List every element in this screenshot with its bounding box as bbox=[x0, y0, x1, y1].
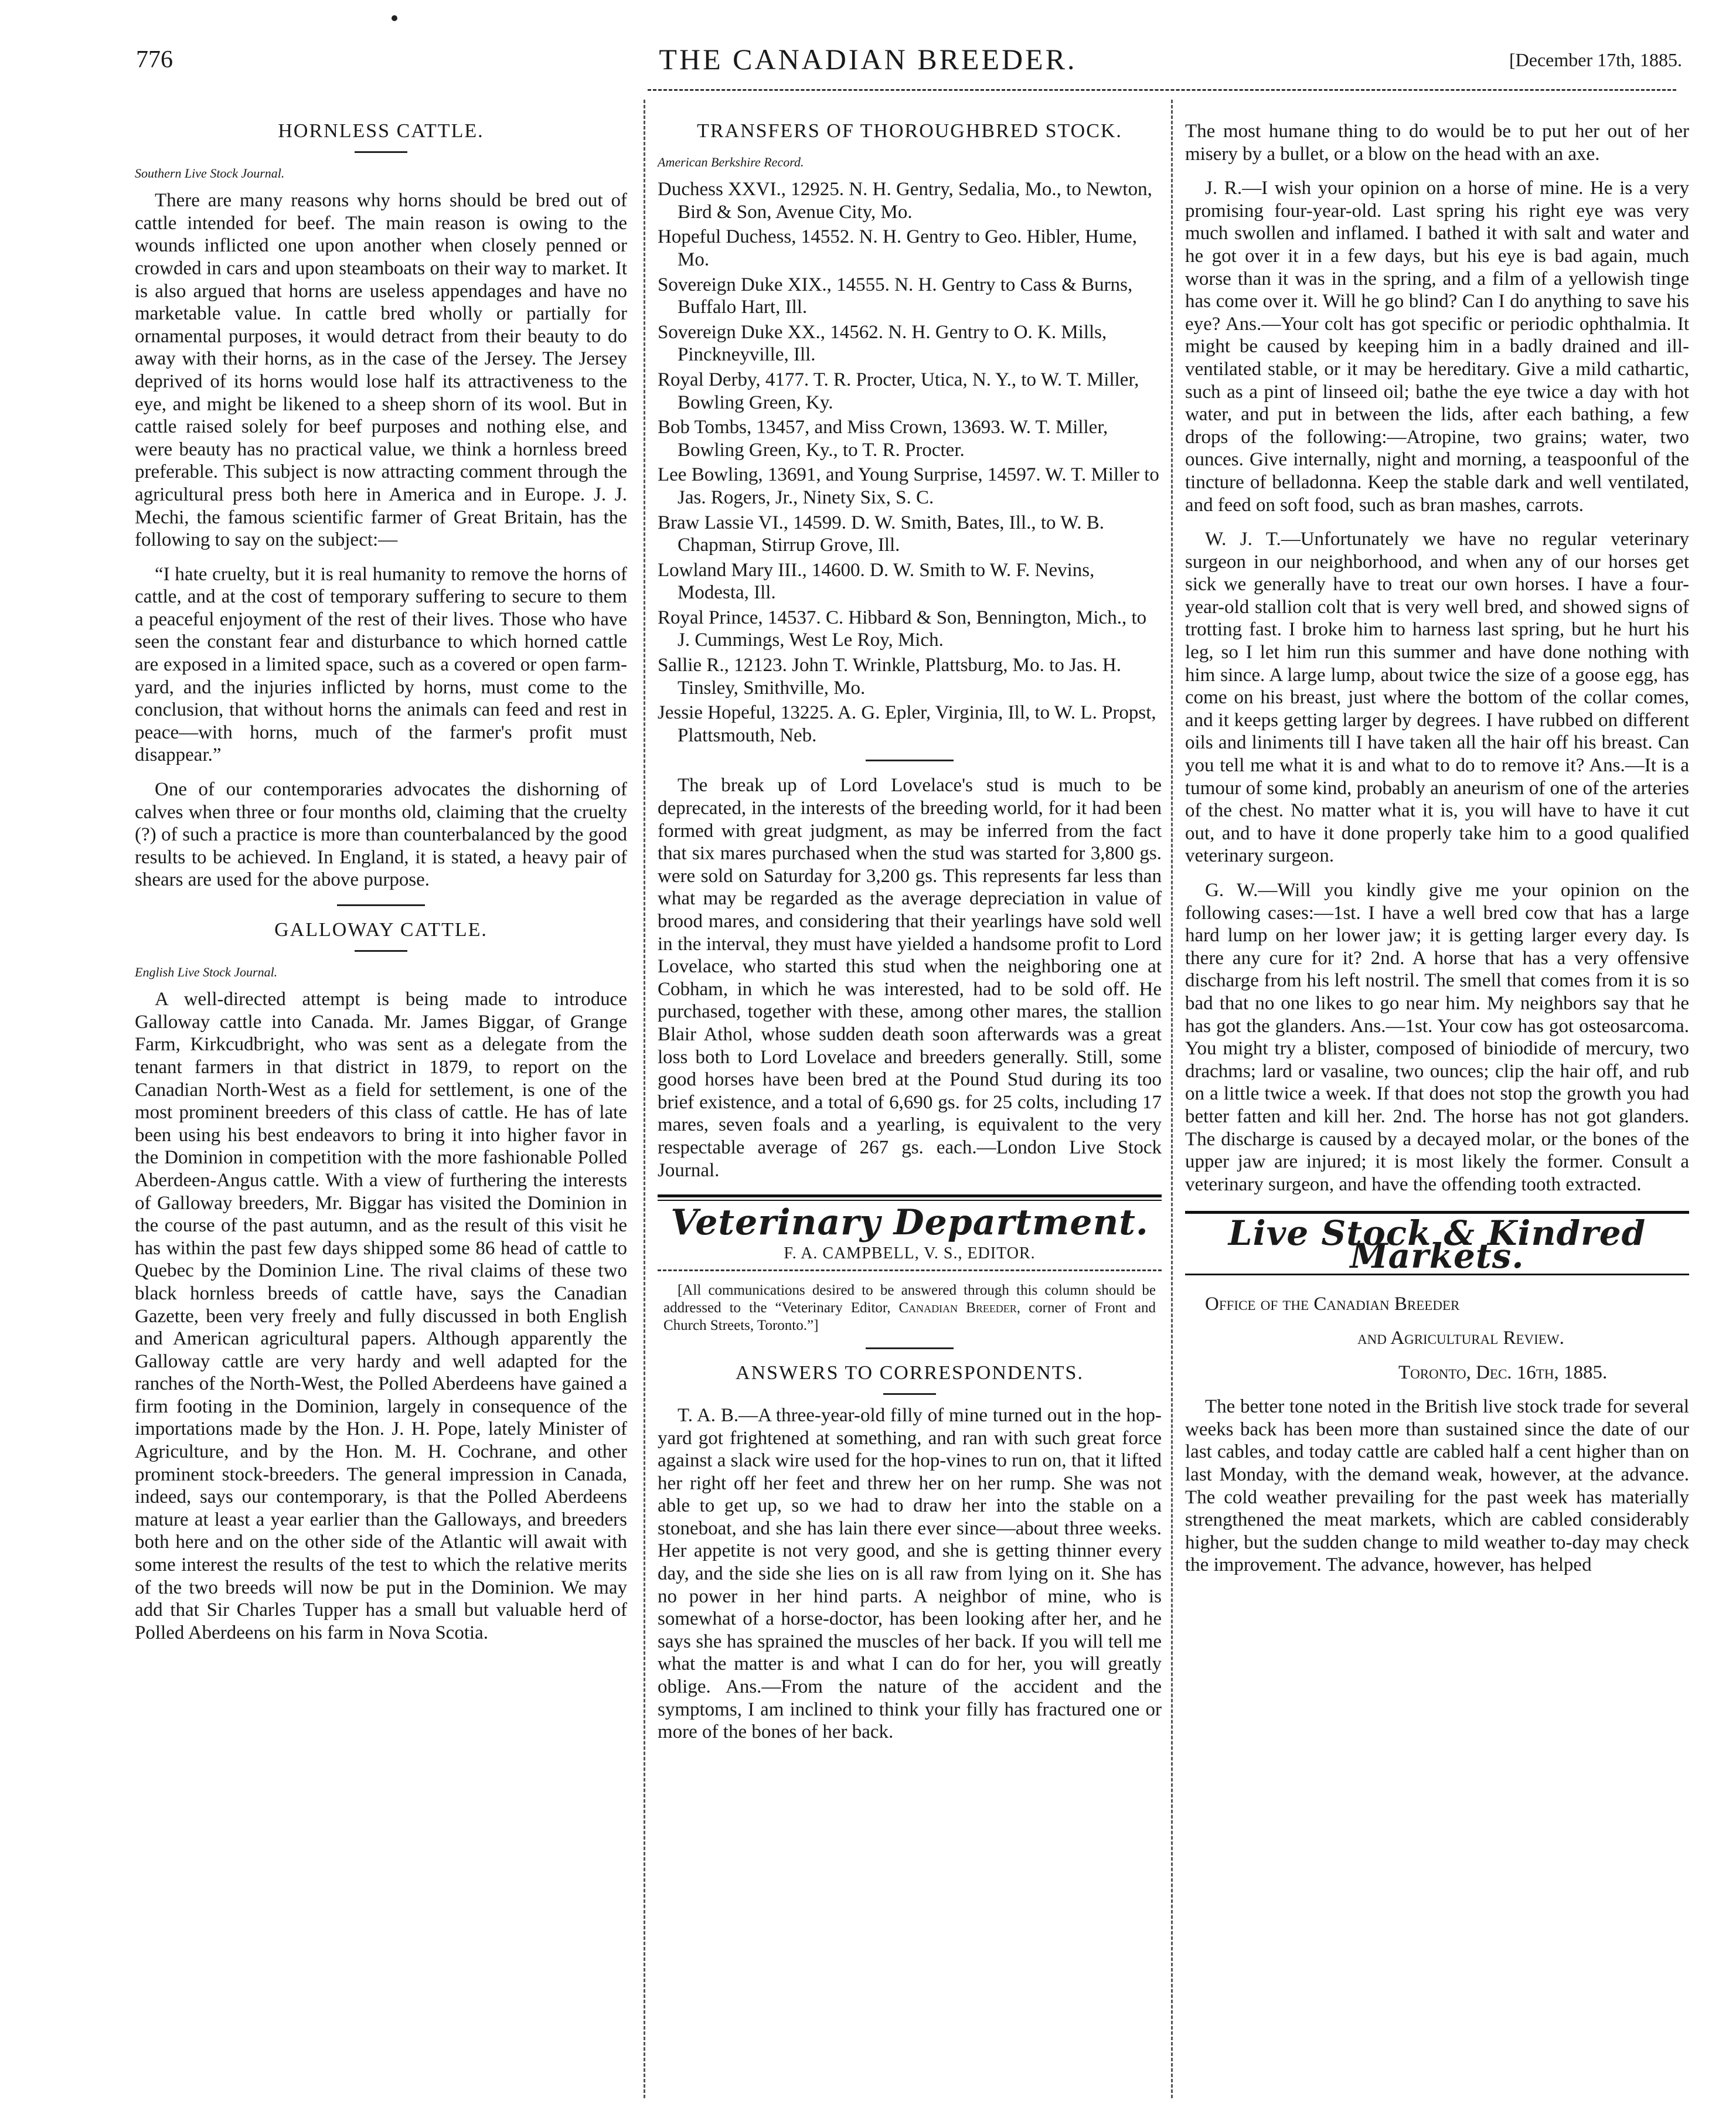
note-text: [All communications desired to be answered through this column should be addressed to the “Veterinary Editor, bbox=[663, 1282, 1156, 1316]
column-1 bbox=[135, 120, 627, 1656]
transfer-item: Duchess XXVI., 12925. N. H. Gentry, Sedalia, Mo., to Newton, Bird & Son, Avenue City, Mo. bbox=[658, 179, 1152, 223]
transfer-item: Sovereign Duke XX., 14562. N. H. Gentry to O. K. Mills, Pinckneyville, Ill. bbox=[658, 321, 1107, 366]
transfer-item: Braw Lassie VI., 14599. D. W. Smith, Bates, Ill., to W. B. Chapman, Stirrup Grove, Ill. bbox=[658, 512, 1105, 556]
answer-continued: The most humane thing to do would be to put her out of her misery by a bullet, or a blow on the head with an axe. bbox=[1185, 121, 1689, 165]
column-2 bbox=[658, 120, 1162, 1755]
answer-paragraph: G. W.—Will you kindly give me your opinion on the following cases:—1st. I have a well bred cow that has a large hard lump on her lower jaw; it is getting larger every day. Is there any cure for it? 2nd. A horse that has a very offensive discharge from his left nostril. The smell that comes from it is so bad that no one likes to go near him. My neighbors say that he has got the glanders. Ans.—1st. Your cow has got osteosarcoma. You might try a blister, composed of biniodide of mercury, two drachms; lard or vasaline, two ounces; clip the hair off, and rub on a little twice a week. If that does not stop the growth you had better fatten and kill her. 2nd. The horse has not got glanders. The discharge is caused by a decayed molar, or the bones of the upper jaw are injured; it is most likely the former. Consult a veterinary surgeon, and have the offending tooth extracted. bbox=[1185, 880, 1689, 1195]
note-text: corner of Front and Church Streets, Toronto.”] bbox=[663, 1300, 1156, 1334]
transfer-item: Sovereign Duke XIX., 14555. N. H. Gentry to Cass & Burns, Buffalo Hart, Ill. bbox=[658, 274, 1133, 318]
thick-rule bbox=[658, 1194, 1162, 1197]
short-rule bbox=[883, 1393, 936, 1395]
section-rule bbox=[337, 904, 425, 906]
transfer-item: Bob Tombs, 13457, and Miss Crown, 13693. W. T. Miller, Bowling Green, Ky., to T. R. Procter. bbox=[658, 417, 1108, 461]
thin-rule bbox=[658, 1200, 1162, 1201]
veterinary-department-title: Veterinary Department. bbox=[670, 1202, 1149, 1244]
hornless-cattle-title: HORNLESS CATTLE. bbox=[278, 120, 484, 142]
transfer-item: Royal Derby, 4177. T. R. Procter, Utica, N. Y., to W. T. Miller, Bowling Green, Ky. bbox=[658, 369, 1139, 413]
lovelace-paragraph: The break up of Lord Lovelace's stud is much to be deprecated, in the interests of the breeding world, for it had been formed with great judgment, as may be inferred from the fact that six mares purchased when the stud was started for 3,800 gs. were sold on Saturday for 3,200 gs. This represents far less than what may be regarded as the average depreciation in value of brood mares, and considering that their yearlings have sold well in the interval, they must have yielded a handsome profit to Lord Lovelace, who started this stud when the neighboring one at Cobham, in which he was interested, had to be sold off. He purchased, together with these, among other mares, the stallion Blair Athol, whose sudden death soon afterwards was a great loss both to Lord Lovelace and breeders generally. Still, some good horses have been bred at the Pound Stud during its too brief existence, and a total of 6,690 gs. for 25 colts, including 17 mares, seven foals and a yearling, is equivalent to the very respectable average of 267 gs. each.—London Live Stock Journal. bbox=[658, 775, 1162, 1181]
transfers-title: TRANSFERS OF THOROUGHBRED STOCK. bbox=[697, 120, 1122, 142]
transfer-item: Lee Bowling, 13691, and Young Surprise, 14597. W. T. Miller to Jas. Rogers, Jr., Ninety Six, S. C. bbox=[658, 464, 1159, 508]
ink-speck bbox=[392, 15, 397, 21]
markets-paragraph: The better tone noted in the British live stock trade for several weeks back has been more than sustained since the date of our last cables, and today cattle are cabled half a cent higher than on last Monday, with the demand weak, however, at the advance. The cold weather prevailing for the past week has materially strengthened the meat markets, which are cabled considerably higher, but the sudden change to mild weather to-day may check the improvement. The advance, however, has helped bbox=[1185, 1396, 1689, 1576]
column-rule bbox=[1171, 100, 1173, 2098]
office-line: and Agricultural Review. bbox=[1357, 1328, 1564, 1349]
paragraph: One of our contemporaries advocates the dishorning of calves when three or four months old, claiming that the cruelty (?) of such a practice is more than counterbalanced by the good results to be achieved. In England, it is stated, a heavy pair of shears are used for the above purpose. bbox=[135, 779, 627, 891]
article-source: English Live Stock Journal. bbox=[135, 964, 278, 979]
dashed-rule bbox=[658, 1269, 1162, 1271]
answers-title: ANSWERS TO CORRESPONDENTS. bbox=[736, 1362, 1084, 1384]
quote-paragraph: “I hate cruelty, but it is real humanity to remove the horns of cattle, and at the cost of temporary suffering to secure to them a peaceful enjoyment of the rest of their lives. Those who have seen the constant fear and disturbance to which horned cattle are exposed in a limited space, such as a covered or open farm-yard, and the injuries inflicted by horns, must come to the conclusion, that without horns the animals can feed and rest in peace—with horns, much of the farmer's profit must disappear.” bbox=[135, 563, 627, 766]
transfer-item: Sallie R., 12123. John T. Wrinkle, Plattsburg, Mo. to Jas. H. Tinsley, Smithville, Mo. bbox=[658, 655, 1121, 699]
editor-line: F. A. CAMPBELL, V. S., EDITOR. bbox=[784, 1244, 1036, 1262]
transfer-list bbox=[658, 178, 1162, 747]
masthead: THE CANADIAN BREEDER. bbox=[659, 43, 1077, 76]
section-rule bbox=[866, 760, 954, 761]
section-rule bbox=[866, 1347, 954, 1349]
transfer-item: Royal Prince, 14537. C. Hibbard & Son, Bennington, Mich., to J. Cummings, West Le Roy, Mich. bbox=[658, 607, 1147, 651]
dateline: Toronto, Dec. 16th, 1885. bbox=[1398, 1361, 1608, 1383]
communications-note bbox=[663, 1282, 1156, 1335]
column-3 bbox=[1185, 120, 1689, 1588]
transfer-item: Hopeful Duchess, 14552. N. H. Gentry to Geo. Hibler, Hume, Mo. bbox=[658, 226, 1138, 270]
markets-title: Live Stock & Kindred Markets. bbox=[1228, 1213, 1646, 1276]
markets-banner bbox=[1185, 1211, 1689, 1275]
article-source: Southern Live Stock Journal. bbox=[135, 165, 285, 181]
answer-paragraph: J. R.—I wish your opinion on a horse of mine. He is a very promising four-year-old. Last spring his right eye was very much swollen and inflamed. I bathed it with salt and water and he got over it in a few days, but his eye is bad again, much worse than it was in the spring, and a film of a yellowish tinge has come over it. Will he go blind? Can I do anything to save his eye? Ans.—Your colt has got specific or periodic ophthalmia. It might be caused by keeping him in a badly drained and ill-ventilated stable, or it may be hereditary. Give a mild cathartic, such as a pint of linseed oil; bathe the eye twice a day with hot water, and put in between the lids, after each bathing, a few drops of the following:—Atropine, two grains; water, two ounces. Give internally, night and morning, a teaspoonful of the tincture of belladonna. Keep the stable dark and well ventilated, and feed on soft food, such as bran mashes, carrots. bbox=[1185, 178, 1689, 516]
answer-paragraph: T. A. B.—A three-year-old filly of mine turned out in the hop-yard got frightened at something, and ran with such great force against a slack wire used for the hop-vines to run on, that it lifted her right off her feet and threw her on her rump. She was not able to get up, so we had to draw her into the stable on a stoneboat, and she has lain there ever since—about three weeks. Her appetite is not very good, and she is getting thinner every day, and the side she lies on is all raw from lying on it. She has no power in her hind parts. A neighbor of mine, who is somewhat of a horse-doctor, has been looking after her, and he says she has sprained the muscles of her back. If you will tell me what the matter is and what I can do for her, you will greatly oblige. Ans.—From the nature of the accident and the symptoms, I am inclined to think your filly has fractured one or more of the bones of her back. bbox=[658, 1404, 1162, 1743]
short-rule bbox=[355, 950, 407, 952]
header-rule bbox=[648, 89, 1676, 93]
note-text: Canadian Breeder, bbox=[898, 1300, 1021, 1316]
issue-date: [December 17th, 1885. bbox=[1509, 49, 1682, 70]
transfer-item: Jessie Hopeful, 13225. A. G. Epler, Virginia, Ill, to W. L. Propst, Plattsmouth, Neb. bbox=[658, 702, 1156, 746]
short-rule bbox=[355, 151, 407, 153]
transfer-item: Lowland Mary III., 14600. D. W. Smith to W. F. Nevins, Modesta, Ill. bbox=[658, 559, 1095, 604]
column-rule bbox=[644, 100, 645, 2098]
page-number: 776 bbox=[136, 46, 173, 73]
answer-paragraph: W. J. T.—Unfortunately we have no regular veterinary surgeon in our neighborhood, and when any of our horses get sick we generally have to treat our own horses. I have a four-year-old stallion colt that is very well bred, and showed signs of trotting fast. I broke him to harness last spring, but he hurt his leg, so I let him run this summer and have done nothing with him since. A large lump, about twice the size of a goose egg, has come on his breast, just where the bottom of the collar comes, and it keeps getting larger by degrees. I have rubbed on different oils and liniments till I have taken all the hair off his breast. Can you tell me what it is and what to do to remove it? Ans.—It is a tumour of some kind, probably an aneurism of one of the arteries of the chest. No matter what it is, you will have to have it cut out, and to have it done properly take him to a good qualified veterinary surgeon. bbox=[1185, 529, 1689, 867]
paragraph: A well-directed attempt is being made to introduce Galloway cattle into Canada. Mr. James Biggar, of Grange Farm, Kirkcudbright, who was sent as a delegate from the tenant farmers in that district in 1879, to report on the Canadian North-West as a field for settlement, is one of the most prominent breeders of this class of cattle. He has of late been using his best endeavors to bring it into higher favor in the Dominion in competition with the more fashionable Polled Aberdeen-Angus cattle. With a view of furthering the interests of Galloway breeders, Mr. Biggar has visited the Dominion in the course of the past autumn, and as the result of this visit he has within the past few days shipped some 86 head of cattle to Quebec by the Dominion Line. The rival claims of these two black hornless breeds of cattle have, says the Canadian Gazette, been very freely and fully discussed in both English and American agricultural papers. Although apparently the Galloway cattle are very hardy and well adapted for the ranches of the North-West, the Polled Aberdeens have gained a firm footing in the Dominion, largely in consequence of the importations made by the Hon. J. H. Pope, lately Minister of Agriculture, and by the Hon. M. H. Cochrane, and other prominent stock-breeders. The general impression in Canada, indeed, says our contemporary, is that the Polled Aberdeens mature at least a year earlier than the Galloways, and breeders both here and on the other side of the Atlantic will await with some interest the results of the test to which the relative merits of the two breeds will now be put in the Dominion. We may add that Sir Charles Tupper has a small but valuable herd of Polled Aberdeens on his farm in Nova Scotia. bbox=[135, 989, 627, 1643]
article-source: American Berkshire Record. bbox=[658, 154, 804, 169]
office-line: Office of the Canadian Breeder bbox=[1205, 1293, 1460, 1315]
galloway-cattle-title: GALLOWAY CATTLE. bbox=[274, 919, 488, 941]
paragraph: There are many reasons why horns should be bred out of cattle intended for beef. The main reason is owing to the wounds inflicted one upon another when closely penned or crowded in cars and upon steamboats on their way to market. It is also argued that horns are useless appendages and have no marketable value. In cattle bred wholly or partially for ornamental purposes, it would detract from their beauty to do away with their horns, as in the case of the Jersey. The Jersey deprived of its horns would lose half its attractiveness to the eye, and might be likened to a sheep shorn of its wool. But in cattle raised solely for beef purposes and nothing else, and were beauty has no practical value, we think a hornless breed preferable. This subject is now attracting comment through the agricultural press both here in America and in Europe. J. J. Mechi, the famous scientific farmer of Great Britain, has the following to say on the subject:— bbox=[135, 190, 627, 551]
